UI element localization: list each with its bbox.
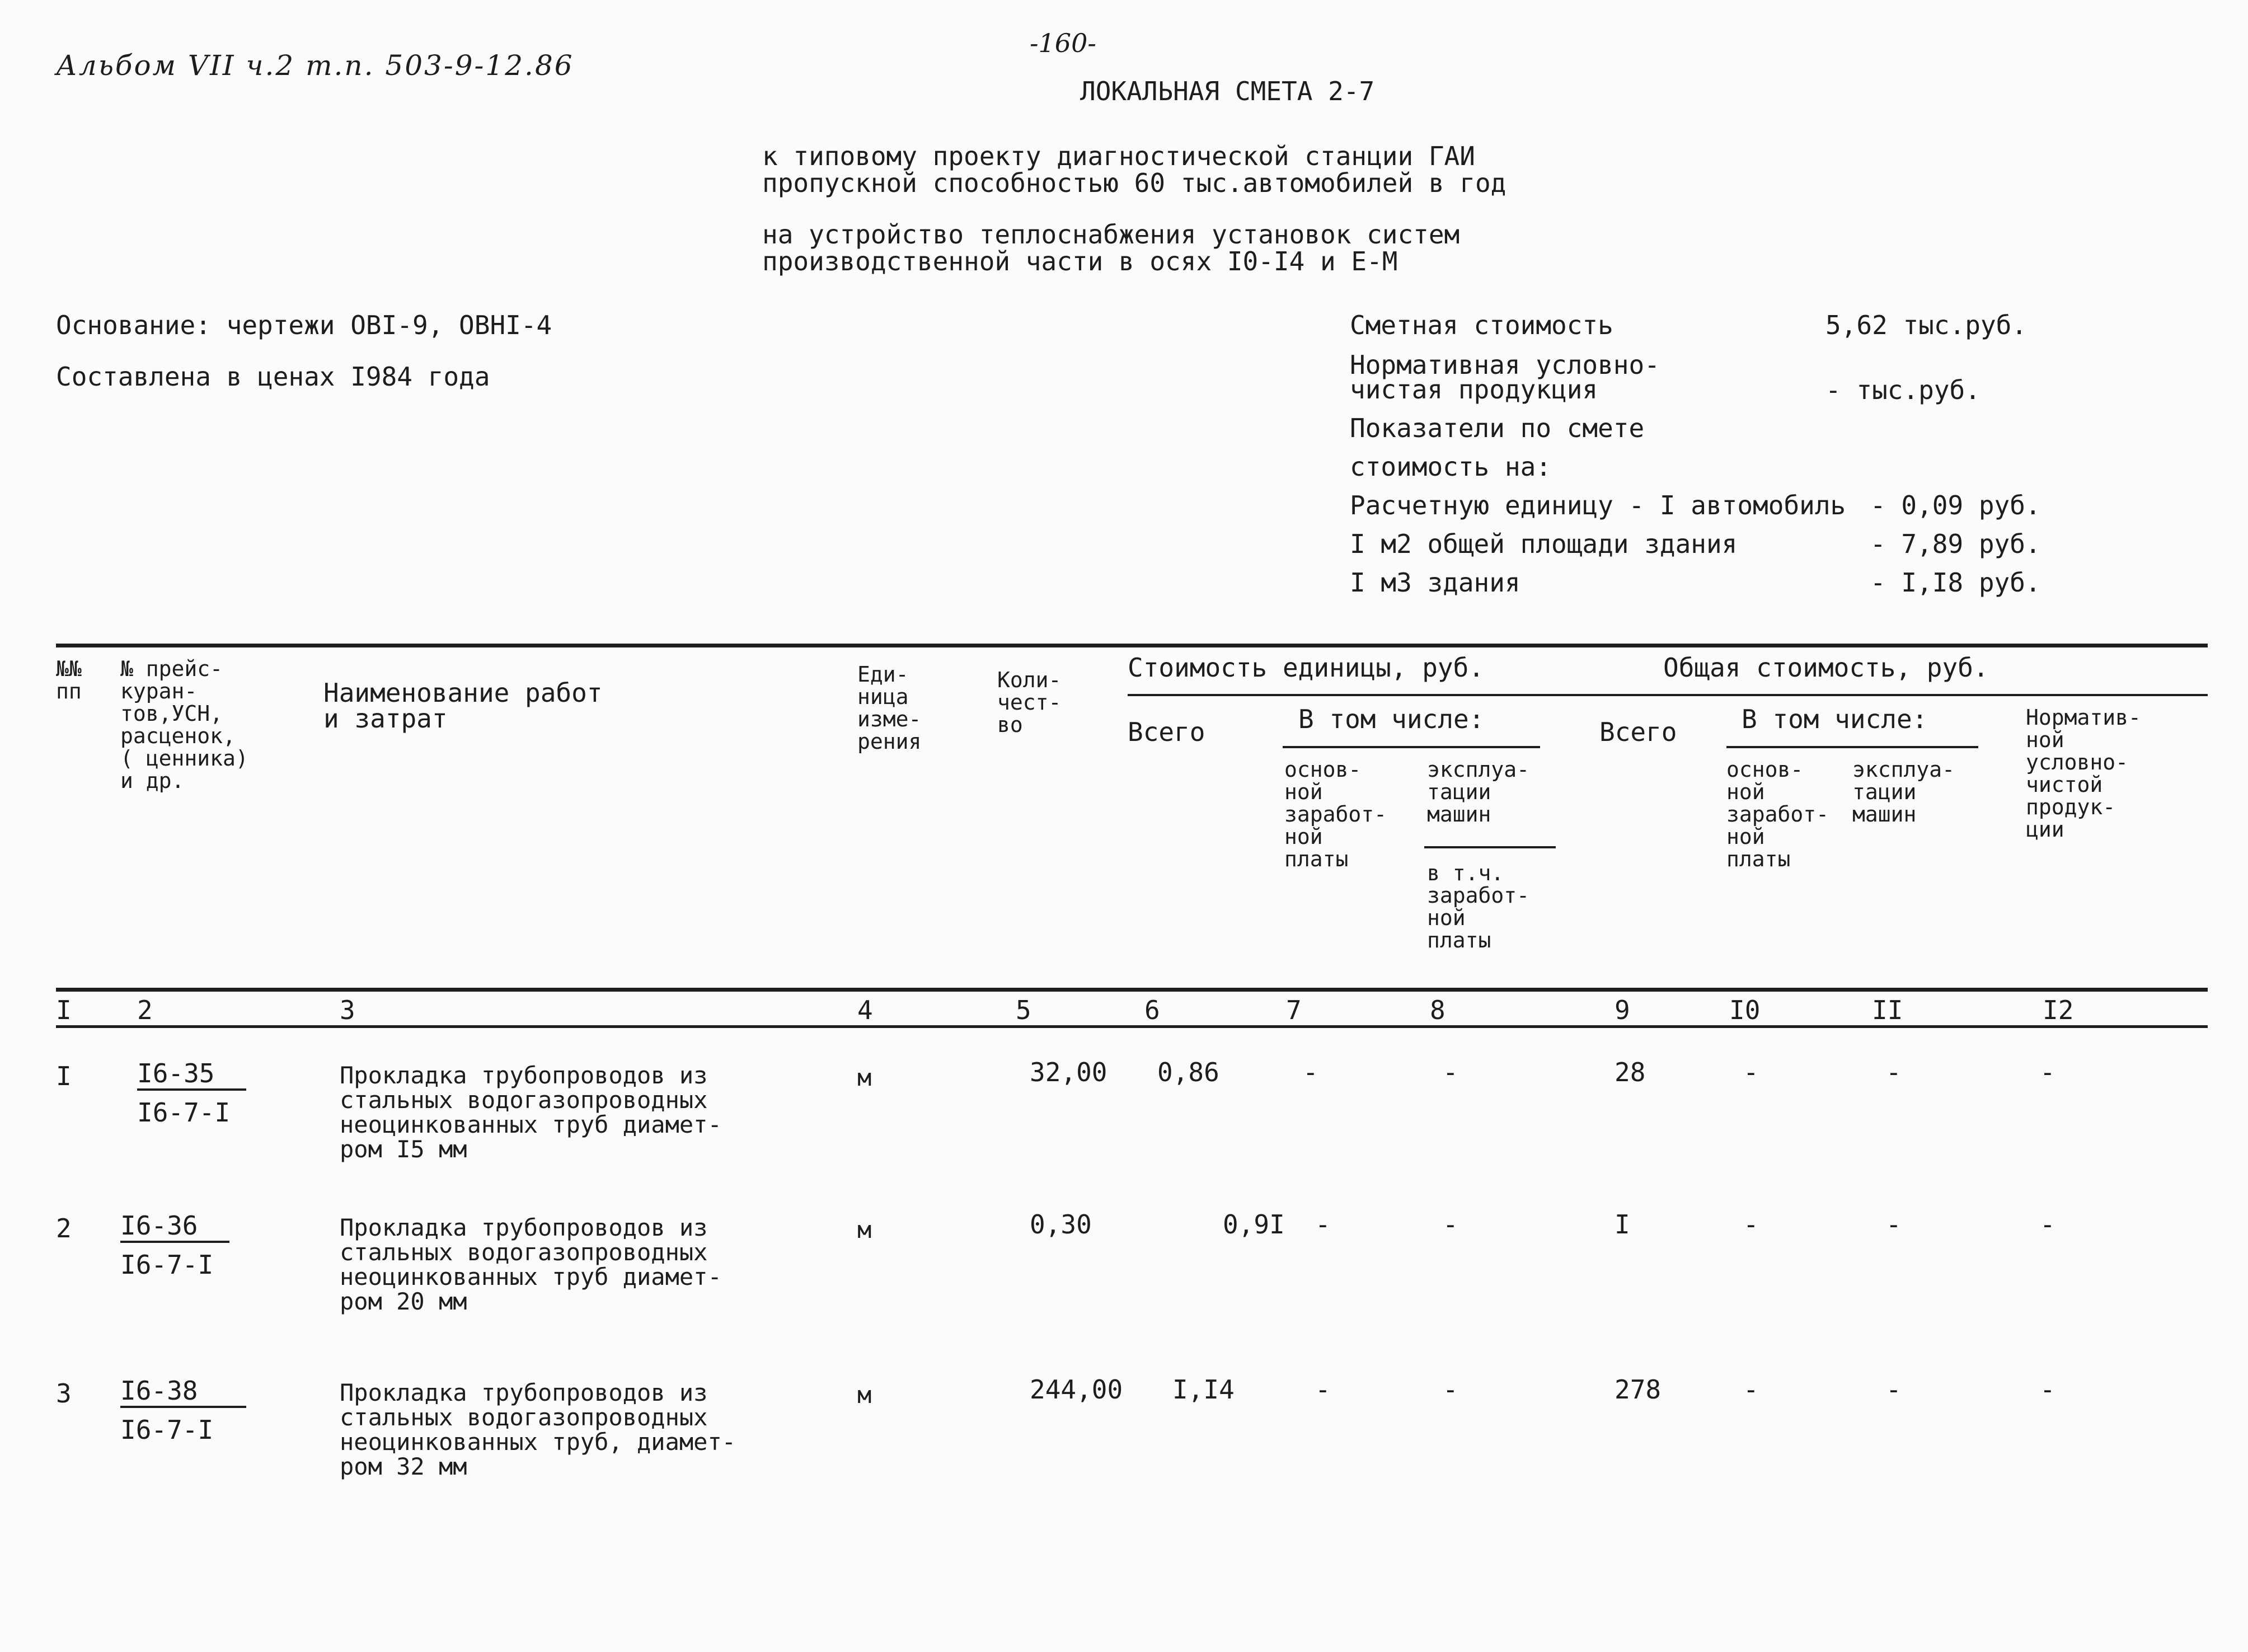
page-number: -160- [1030, 28, 1096, 58]
album-annotation: Альбом VII ч.2 т.п. 503-9-12.86 [56, 49, 574, 82]
work-name: Прокладка трубопроводов из стальных водогазопроводных неоцинкованных труб диамет- ром 20 мм [340, 1214, 722, 1315]
unit-base-salary: - [1303, 1057, 1318, 1087]
unit: м [857, 1381, 872, 1409]
unit-base-salary: - [1315, 1374, 1331, 1405]
col-num-8: 8 [1430, 995, 1446, 1025]
row-number: I [56, 1061, 72, 1091]
unit-cost-total: 0,9I [1223, 1209, 1285, 1240]
header-total-cost: Общая стоимость, руб. [1663, 653, 1989, 683]
header-unit: Еди- ница изме- рения [857, 662, 922, 754]
per-unit-value: - 0,09 руб. [1870, 490, 2041, 520]
header-normative: Норматив- ной условно- чистой продук- ции [2026, 705, 2141, 842]
unit-cost-total: I,I4 [1172, 1374, 1235, 1405]
normative-product: - [2040, 1057, 2055, 1087]
header-machine-operation: эксплуа- тации машин [1427, 757, 1530, 827]
normative-product: - [2040, 1374, 2055, 1405]
normative-value: - тыс.руб. [1825, 375, 1981, 405]
total-machine-cost: - [1886, 1057, 1902, 1087]
price-subcode: I6-7-I [120, 1415, 214, 1445]
total-base-salary: - [1743, 1057, 1759, 1087]
total-base-salary: - [1743, 1374, 1759, 1405]
price-subcode: I6-7-I [137, 1097, 231, 1128]
unit-cost-total: 0,86 [1157, 1057, 1219, 1087]
header-incl1-rule [1283, 746, 1540, 748]
header-machine-total: эксплуа- тации машин [1852, 757, 1955, 827]
col-num-4: 4 [857, 995, 873, 1025]
col-num-1: I [56, 995, 72, 1025]
header-work-name: Наименование работ и затрат [323, 678, 603, 734]
subtitle-scope: на устройство теплоснабжения установок систем производственной части в осях I0-I4 и Е-М [762, 219, 1460, 276]
work-name: Прокладка трубопроводов из стальных водогазопроводных неоцинкованных труб диамет- ром I5 мм [340, 1062, 722, 1163]
quantity: 32,00 [1030, 1057, 1107, 1087]
col-num-12: I2 [2043, 995, 2074, 1025]
header-incl-total: В том числе: [1742, 704, 1928, 734]
document-title: ЛОКАЛЬНАЯ СМЕТА 2-7 [1080, 76, 1375, 106]
total-cost: I [1615, 1209, 1630, 1240]
header-base-salary: основ- ной заработ- ной платы [1284, 757, 1387, 871]
per-unit-label: Расчетную единицу - I автомобиль [1350, 490, 1846, 520]
total-machine-cost: - [1886, 1209, 1902, 1240]
normative-label: Нормативная условно- чистая продукция [1350, 350, 1660, 405]
header-incl-unit: В том числе: [1298, 704, 1485, 734]
col-num-11: II [1872, 995, 1903, 1025]
header-quantity: Коли- чест- во [997, 668, 1062, 737]
total-cost: 278 [1615, 1374, 1662, 1405]
col-num-9: 9 [1615, 995, 1630, 1025]
row-number: 3 [56, 1378, 72, 1409]
unit: м [857, 1064, 872, 1091]
row-number: 2 [56, 1213, 72, 1243]
header-total-total: Всего [1599, 717, 1677, 747]
header-unit-total: Всего [1128, 717, 1205, 747]
unit-machine-cost: - [1443, 1374, 1458, 1405]
total-base-salary: - [1743, 1209, 1759, 1240]
price-code: I6-36 [120, 1213, 229, 1243]
quantity: 244,00 [1030, 1374, 1123, 1405]
estimated-cost-value: 5,62 тыс.руб. [1825, 310, 2028, 340]
col-number-rule [56, 1025, 2208, 1028]
col-num-6: 6 [1144, 995, 1160, 1025]
estimated-cost-label: Сметная стоимость [1350, 310, 1613, 340]
price-code: I6-35 [137, 1060, 246, 1091]
total-cost: 28 [1615, 1057, 1646, 1087]
indicators-label: Показатели по смете [1350, 413, 1645, 443]
subtitle-project: к типовому проекту диагностической станции ГАИ пропускной способностью 60 тыс.автомобилей в год [762, 141, 1507, 198]
header-incl2-rule [1726, 746, 1978, 748]
header-row-number: №№ пп [56, 656, 82, 703]
table-top-rule [56, 644, 2208, 647]
unit-base-salary: - [1315, 1209, 1331, 1240]
prices-year: Составлена в ценах I984 года [56, 362, 490, 392]
unit-machine-cost: - [1443, 1209, 1458, 1240]
quantity: 0,30 [1030, 1209, 1092, 1240]
col-num-7: 7 [1286, 995, 1302, 1025]
price-subcode: I6-7-I [120, 1250, 214, 1280]
header-machine-salary: в т.ч. заработ- ной платы [1427, 861, 1530, 952]
basis-drawings: Основание: чертежи ОВI-9, ОВНI-4 [56, 310, 552, 340]
indicators-sub: стоимость на: [1350, 452, 1552, 482]
col-num-5: 5 [1016, 995, 1031, 1025]
unit-machine-cost: - [1443, 1057, 1458, 1087]
header-cost-rule [1128, 694, 2208, 696]
unit: м [857, 1216, 872, 1243]
per-m2-label: I м2 общей площади здания [1350, 529, 1738, 559]
price-code: I6-38 [120, 1378, 246, 1408]
col-num-3: 3 [340, 995, 355, 1025]
total-machine-cost: - [1886, 1374, 1902, 1405]
per-m3-label: I м3 здания [1350, 567, 1520, 598]
header-unit-cost: Стоимость единицы, руб. [1128, 653, 1484, 683]
header-price-ref: № прейс- куран- тов,УСН, расценок, ( ценника) и др. [120, 656, 248, 793]
per-m2-value: - 7,89 руб. [1870, 529, 2041, 559]
header-bottom-rule [56, 988, 2208, 992]
per-m3-value: - I,I8 руб. [1870, 567, 2041, 598]
normative-product: - [2040, 1209, 2055, 1240]
col-num-2: 2 [137, 995, 153, 1025]
header-machines-rule [1424, 846, 1556, 848]
col-num-10: I0 [1729, 995, 1761, 1025]
work-name: Прокладка трубопроводов из стальных водогазопроводных неоцинкованных труб, диамет- ром 32 мм [340, 1379, 736, 1480]
header-base-salary-total: основ- ной заработ- ной платы [1726, 757, 1829, 871]
